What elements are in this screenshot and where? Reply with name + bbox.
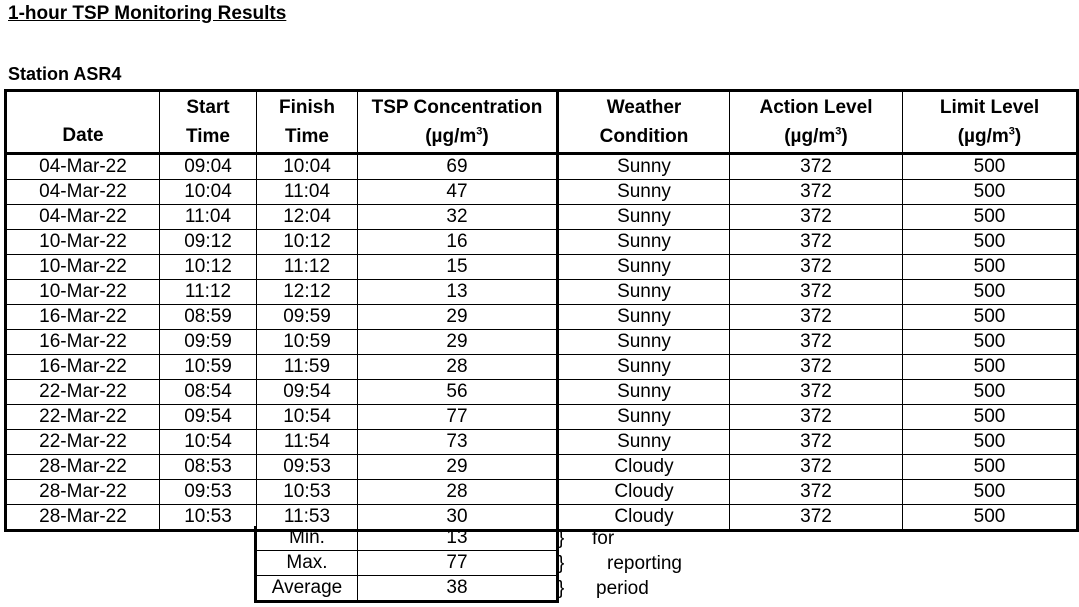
cell-limit-level: 500 — [903, 480, 1078, 505]
cell-finish-time: 10:12 — [257, 230, 358, 255]
cell-action-level: 372 — [730, 455, 903, 480]
table-row — [6, 305, 1078, 330]
cell-limit-level: 500 — [903, 355, 1078, 380]
cell-limit-level: 500 — [903, 305, 1078, 330]
cell-limit-level: 500 — [903, 380, 1078, 405]
header-tsp-line1: TSP Concentration — [371, 97, 543, 118]
header-limit-unit-close: ) — [1014, 126, 1022, 147]
cell-action-level: 372 — [730, 355, 903, 380]
cell-date: 10-Mar-22 — [6, 280, 160, 305]
cell-limit-level: 500 — [903, 230, 1078, 255]
cell-weather-condition: Sunny — [558, 330, 730, 355]
cell-finish-time: 09:59 — [257, 305, 358, 330]
cell-start-time: 09:59 — [160, 330, 257, 355]
cell-weather-condition: Cloudy — [558, 480, 730, 505]
cell-action-level: 372 — [730, 255, 903, 280]
header-start-line1: Start — [186, 97, 230, 118]
cell-weather-condition: Sunny — [558, 205, 730, 230]
cell-weather-condition: Sunny — [558, 380, 730, 405]
cell-limit-level: 500 — [903, 255, 1078, 280]
cell-date: 16-Mar-22 — [6, 305, 160, 330]
cell-limit-level: 500 — [903, 205, 1078, 230]
summary-note-text: reporting — [607, 553, 682, 574]
cell-weather-condition: Sunny — [558, 255, 730, 280]
cell-action-level: 372 — [730, 305, 903, 330]
cell-start-time: 08:54 — [160, 380, 257, 405]
table-row — [6, 455, 1078, 480]
header-action-unit: (µg/m — [784, 126, 836, 147]
cell-start-time: 10:53 — [160, 505, 257, 531]
summary-value: 38 — [358, 576, 558, 602]
cell-start-time: 09:04 — [160, 154, 257, 180]
header-finish-line1: Finish — [279, 97, 335, 118]
cell-start-time: 09:53 — [160, 480, 257, 505]
cell-action-level: 372 — [730, 280, 903, 305]
cell-action-level: 372 — [730, 230, 903, 255]
summary-brace: } — [558, 578, 565, 599]
header-tsp-unit: (µg/m — [425, 126, 477, 147]
cell-weather-condition: Sunny — [558, 230, 730, 255]
cell-tsp-concentration: 13 — [358, 280, 558, 305]
cell-finish-time: 10:04 — [257, 154, 358, 180]
cell-tsp-concentration: 29 — [358, 455, 558, 480]
cell-weather-condition: Cloudy — [558, 455, 730, 480]
cell-finish-time: 10:59 — [257, 330, 358, 355]
cell-start-time: 10:54 — [160, 430, 257, 455]
cell-action-level: 372 — [730, 405, 903, 430]
cell-date: 22-Mar-22 — [6, 430, 160, 455]
cell-start-time: 09:54 — [160, 405, 257, 430]
table-row — [6, 380, 1078, 405]
header-start-time — [160, 91, 257, 154]
station-label: Station ASR4 — [8, 64, 122, 84]
cell-finish-time: 12:12 — [257, 280, 358, 305]
summary-table — [254, 526, 559, 603]
cell-start-time: 10:59 — [160, 355, 257, 380]
summary-label: Min. — [256, 526, 358, 551]
cell-limit-level: 500 — [903, 154, 1078, 180]
header-action-level — [730, 91, 903, 154]
cell-weather-condition: Sunny — [558, 180, 730, 205]
cell-action-level: 372 — [730, 180, 903, 205]
cell-date: 16-Mar-22 — [6, 330, 160, 355]
summary-row — [256, 551, 558, 576]
cell-tsp-concentration: 29 — [358, 305, 558, 330]
cell-action-level: 372 — [730, 430, 903, 455]
summary-note — [558, 527, 614, 551]
header-action-unit-sup: 3 — [835, 125, 842, 138]
cell-limit-level: 500 — [903, 330, 1078, 355]
cell-limit-level: 500 — [903, 180, 1078, 205]
table-row — [6, 205, 1078, 230]
cell-start-time: 09:12 — [160, 230, 257, 255]
cell-limit-level: 500 — [903, 505, 1078, 531]
cell-weather-condition: Sunny — [558, 355, 730, 380]
cell-action-level: 372 — [730, 330, 903, 355]
cell-date: 22-Mar-22 — [6, 380, 160, 405]
results-body — [6, 154, 1078, 531]
header-weather-line1: Weather — [606, 97, 682, 118]
cell-start-time: 11:12 — [160, 280, 257, 305]
summary-value: 13 — [358, 526, 558, 551]
summary-brace: } — [558, 528, 565, 549]
cell-tsp-concentration: 32 — [358, 205, 558, 230]
header-row — [6, 91, 1078, 154]
cell-finish-time: 10:53 — [257, 480, 358, 505]
summary-value: 77 — [358, 551, 558, 576]
header-limit-level — [903, 91, 1078, 154]
cell-date: 04-Mar-22 — [6, 154, 160, 180]
table-row — [6, 330, 1078, 355]
header-tsp-unit-sup: 3 — [476, 125, 483, 138]
cell-weather-condition: Sunny — [558, 305, 730, 330]
summary-note — [558, 552, 682, 576]
header-limit-line1: Limit Level — [939, 97, 1040, 118]
cell-action-level: 372 — [730, 480, 903, 505]
header-weather-line2: Condition — [599, 126, 689, 147]
cell-tsp-concentration: 15 — [358, 255, 558, 280]
cell-finish-time: 11:54 — [257, 430, 358, 455]
table-row — [6, 355, 1078, 380]
cell-weather-condition: Cloudy — [558, 505, 730, 531]
cell-limit-level: 500 — [903, 280, 1078, 305]
cell-tsp-concentration: 29 — [358, 330, 558, 355]
cell-date: 04-Mar-22 — [6, 205, 160, 230]
cell-finish-time: 10:54 — [257, 405, 358, 430]
header-tsp-unit-close: ) — [482, 126, 489, 147]
page-title: 1-hour TSP Monitoring Results — [8, 3, 287, 24]
cell-finish-time: 11:12 — [257, 255, 358, 280]
cell-finish-time: 12:04 — [257, 205, 358, 230]
cell-limit-level: 500 — [903, 455, 1078, 480]
cell-action-level: 372 — [730, 505, 903, 531]
table-row — [6, 405, 1078, 430]
cell-tsp-concentration: 47 — [358, 180, 558, 205]
header-date — [6, 91, 160, 154]
header-action-line1: Action Level — [759, 97, 873, 118]
cell-tsp-concentration: 30 — [358, 505, 558, 531]
header-weather-condition — [558, 91, 730, 154]
cell-tsp-concentration: 28 — [358, 480, 558, 505]
table-row — [6, 480, 1078, 505]
cell-weather-condition: Sunny — [558, 280, 730, 305]
cell-tsp-concentration: 16 — [358, 230, 558, 255]
cell-limit-level: 500 — [903, 430, 1078, 455]
cell-tsp-concentration: 77 — [358, 405, 558, 430]
table-row — [6, 154, 1078, 180]
header-limit-unit-sup: 3 — [1008, 125, 1015, 138]
cell-date: 10-Mar-22 — [6, 230, 160, 255]
cell-finish-time: 09:54 — [257, 380, 358, 405]
cell-start-time: 10:12 — [160, 255, 257, 280]
cell-date: 28-Mar-22 — [6, 480, 160, 505]
cell-date: 22-Mar-22 — [6, 405, 160, 430]
header-finish-time — [257, 91, 358, 154]
summary-brace: } — [558, 553, 565, 574]
table-row — [6, 255, 1078, 280]
header-finish-line2: Time — [284, 126, 329, 147]
cell-date: 28-Mar-22 — [6, 505, 160, 531]
cell-start-time: 08:53 — [160, 455, 257, 480]
results-table — [4, 89, 1079, 532]
summary-note — [558, 577, 649, 601]
cell-tsp-concentration: 56 — [358, 380, 558, 405]
cell-tsp-concentration: 28 — [358, 355, 558, 380]
cell-finish-time: 11:53 — [257, 505, 358, 531]
cell-date: 04-Mar-22 — [6, 180, 160, 205]
summary-note-text: for — [592, 528, 615, 549]
cell-action-level: 372 — [730, 205, 903, 230]
cell-weather-condition: Sunny — [558, 154, 730, 180]
summary-label: Max. — [256, 551, 358, 576]
cell-start-time: 10:04 — [160, 180, 257, 205]
cell-finish-time: 09:53 — [257, 455, 358, 480]
cell-tsp-concentration: 69 — [358, 154, 558, 180]
table-row — [6, 430, 1078, 455]
summary-row — [256, 526, 558, 551]
cell-weather-condition: Sunny — [558, 430, 730, 455]
cell-action-level: 372 — [730, 154, 903, 180]
summary-row — [256, 576, 558, 602]
cell-start-time: 08:59 — [160, 305, 257, 330]
cell-weather-condition: Sunny — [558, 405, 730, 430]
cell-start-time: 11:04 — [160, 205, 257, 230]
cell-finish-time: 11:59 — [257, 355, 358, 380]
table-row — [6, 230, 1078, 255]
header-date-label: Date — [62, 125, 104, 146]
header-start-line2: Time — [185, 126, 230, 147]
header-tsp-concentration — [358, 91, 558, 154]
summary-note-text: period — [596, 578, 649, 599]
cell-finish-time: 11:04 — [257, 180, 358, 205]
summary-label: Average — [256, 576, 358, 602]
summary-body — [256, 526, 558, 602]
cell-tsp-concentration: 73 — [358, 430, 558, 455]
table-row — [6, 180, 1078, 205]
header-action-unit-close: ) — [841, 126, 848, 147]
cell-date: 10-Mar-22 — [6, 255, 160, 280]
cell-date: 28-Mar-22 — [6, 455, 160, 480]
table-row — [6, 280, 1078, 305]
cell-action-level: 372 — [730, 380, 903, 405]
cell-limit-level: 500 — [903, 405, 1078, 430]
header-limit-unit: (µg/m — [957, 126, 1009, 147]
cell-date: 16-Mar-22 — [6, 355, 160, 380]
